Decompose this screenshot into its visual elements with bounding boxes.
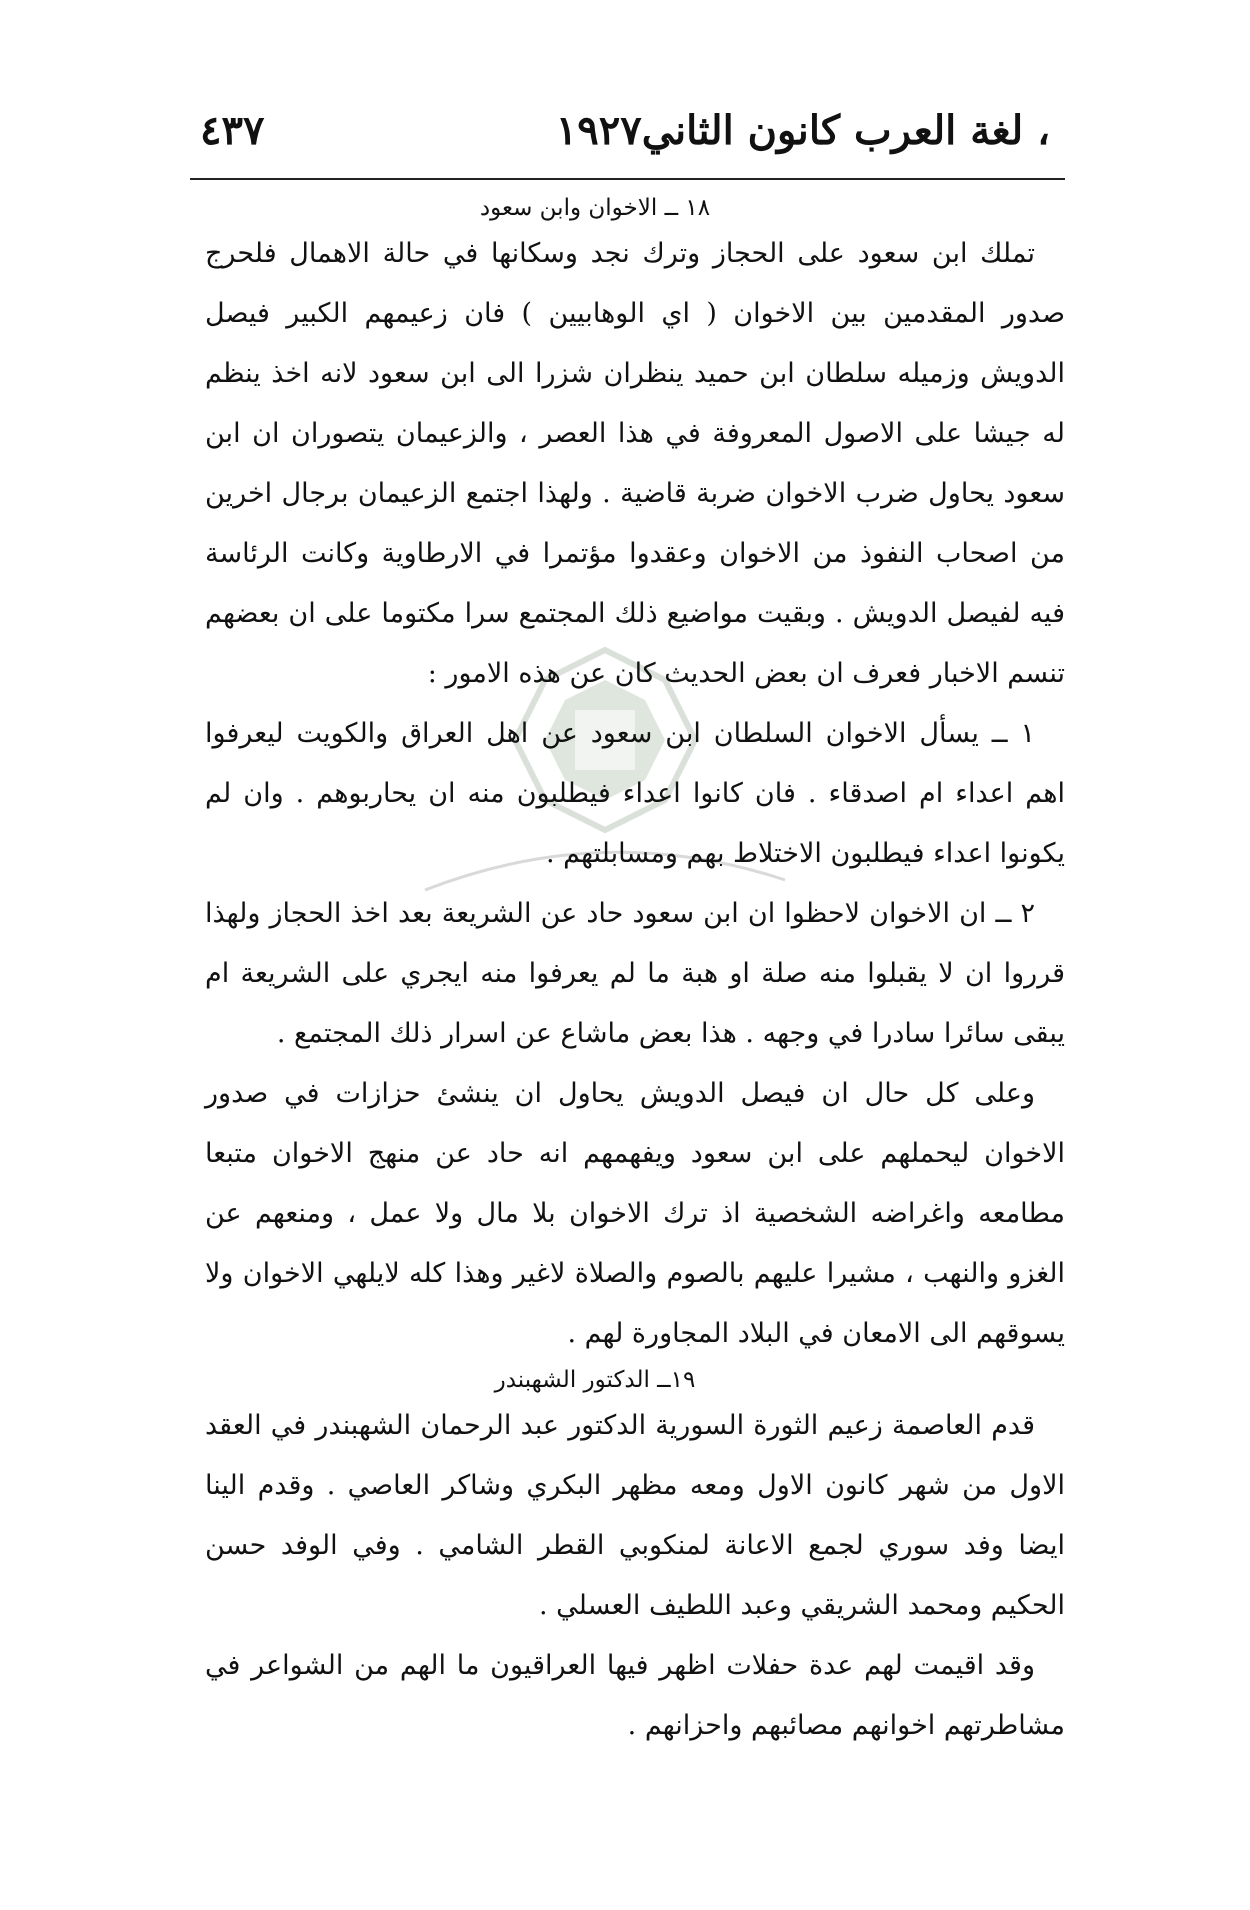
- article-body: [205, 192, 1065, 1756]
- running-title: ، لغة العرب كانون الثاني١٩٢٧: [555, 106, 1050, 154]
- page-number: ٤٣٧: [200, 106, 265, 154]
- section-19-paragraph-1: قدم العاصمة زعيم الثورة السورية الدكتور عبد الرحمان الشهبندر في العقد الاول من شهر كانون الاول ومعه مظهر البكري وشاكر العاصي . وقدم الينا ايضا وفد سوري لجمع الاعانة لمنكوبي القطر الشامي . وفي الوفد حسن الحكيم ومحمد الشريقي وعبد اللطيف العسلي .: [205, 1410, 1065, 1621]
- section-19-title: ١٩ــ الدكتور الشهبندر: [494, 1367, 696, 1393]
- header-rule: [190, 178, 1065, 180]
- section-18-paragraph-2: ١ ــ يسأل الاخوان السلطان ابن سعود عن اهل العراق والكويت ليعرفوا اهم اعداء ام اصدقاء . فان كانوا اعداء فيطلبون منه ان يحاربوهم . وان لم يكونوا اعداء فيطلبون الاختلاط بهم ومسابلتهم .: [205, 718, 1065, 869]
- section-18-paragraph-3: ٢ ــ ان الاخوان لاحظوا ان ابن سعود حاد عن الشريعة بعد اخذ الحجاز ولهذا قرروا ان لا يقبلوا منه صلة او هبة ما لم يعرفوا منه ايجري على الشريعة ام يبقى سائرا سادرا في وجهه . هذا بعض ماشاع عن اسرار ذلك المجتمع .: [205, 898, 1065, 1049]
- section-18-title: ١٨ ــ الاخوان وابن سعود: [479, 195, 711, 221]
- section-19-paragraph-2: وقد اقيمت لهم عدة حفلات اظهر فيها العراقيون ما الهم من الشواعر في مشاطرتهم اخوانهم مصائبهم واحزانهم .: [205, 1650, 1065, 1741]
- section-18-paragraph-1: تملك ابن سعود على الحجاز وترك نجد وسكانها في حالة الاهمال فلحرج صدور المقدمين بين الاخوان ( اي الوهابيين ) فان زعيمهم الكبير فيصل الدويش وزميله سلطان ابن حميد ينظران شزرا الى ابن سعود لانه اخذ ينظم له جيشا على الاصول المعروفة في هذا العصر ، والزعيمان يتصوران ان ابن سعود يحاول ضرب الاخوان ضربة قاضية . ولهذا اجتمع الزعيمان برجال اخرين من اصحاب النفوذ من الاخوان وعقدوا مؤتمرا في الارطاوية وكانت الرئاسة فيه لفيصل الدويش . وبقيت مواضيع ذلك المجتمع سرا مكتوما على ان بعضهم تنسم الاخبار فعرف ان بعض الحديث كان عن هذه الامور :: [205, 238, 1065, 689]
- running-header: [200, 100, 1050, 160]
- section-18-paragraph-4: وعلى كل حال ان فيصل الدويش يحاول ان ينشئ حزازات في صدور الاخوان ليحملهم على ابن سعود ويفهمهم انه حاد عن منهج الاخوان متبعا مطامعه واغراضه الشخصية اذ ترك الاخوان بلا مال ولا عمل ، ومنعهم عن الغزو والنهب ، مشيرا عليهم بالصوم والصلاة لاغير وهذا كله لايلهي الاخوان ولا يسوقهم الى الامعان في البلاد المجاورة لهم .: [205, 1078, 1065, 1349]
